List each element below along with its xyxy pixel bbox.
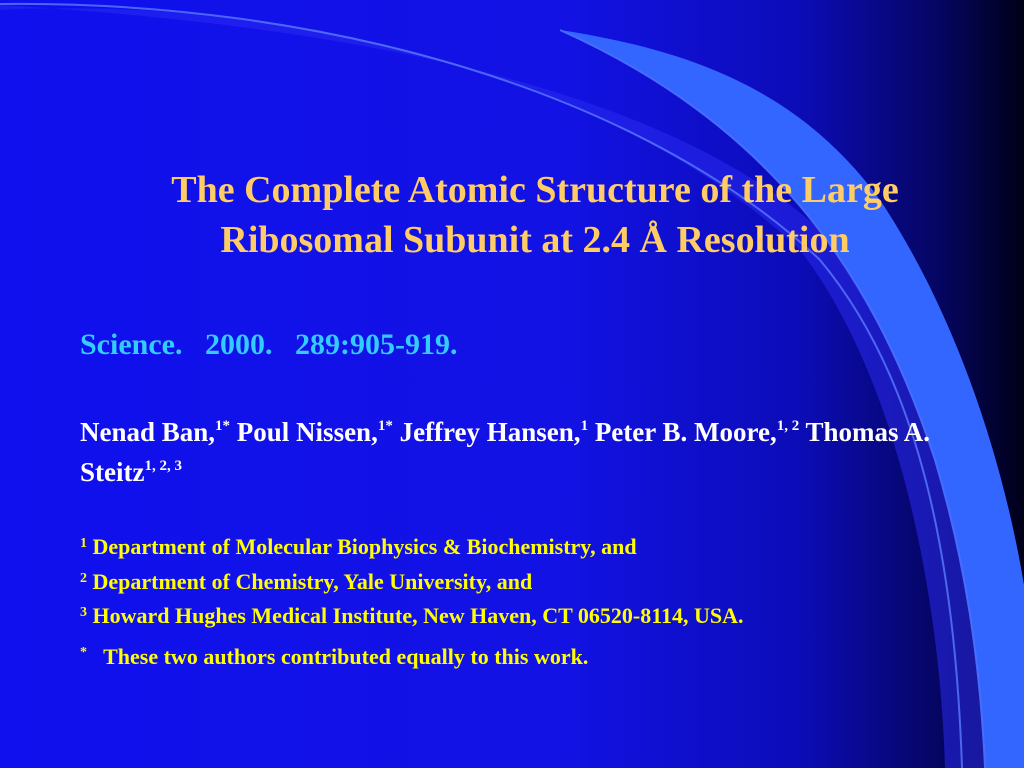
author-affiliation-mark: 1* — [377, 418, 393, 434]
author-affiliation-mark: 1, 2, 3 — [144, 458, 182, 474]
affiliation-mark: 3 — [80, 605, 87, 620]
title-line-1: The Complete Atomic Structure of the Large — [171, 169, 899, 211]
title-line-2: Ribosomal Subunit at 2.4 Å Resolution — [220, 219, 850, 261]
citation: Science. 2000. 289:905-919. — [80, 328, 458, 361]
affiliation-text: Howard Hughes Medical Institute, New Haven, CT 06520-8114, USA. — [87, 603, 744, 628]
author-affiliation-mark: 1, 2 — [776, 418, 800, 434]
author-name: Poul Nissen, — [236, 417, 378, 447]
author-affiliation-mark: 1 — [580, 418, 589, 434]
affiliation-2 — [80, 569, 532, 595]
slide-title — [60, 165, 1010, 265]
author-name: Thomas A. Steitz — [80, 417, 931, 487]
author-list — [80, 412, 1010, 492]
author-name: Peter B. Moore, — [594, 417, 777, 447]
author-name: Jeffrey Hansen, — [399, 417, 581, 447]
author-affiliation-mark: 1* — [215, 418, 231, 434]
affiliation-text: Department of Chemistry, Yale University, and — [87, 569, 533, 594]
footnote-mark: * — [80, 645, 87, 660]
footnote — [80, 644, 588, 670]
affiliation-1 — [80, 534, 637, 560]
affiliation-mark: 1 — [80, 536, 87, 551]
affiliation-mark: 2 — [80, 571, 87, 586]
footnote-text: These two authors contributed equally to this work. — [87, 644, 589, 669]
author-name: Nenad Ban, — [80, 417, 216, 447]
affiliation-text: Department of Molecular Biophysics & Biochemistry, and — [87, 534, 637, 559]
affiliation-3 — [80, 603, 744, 629]
